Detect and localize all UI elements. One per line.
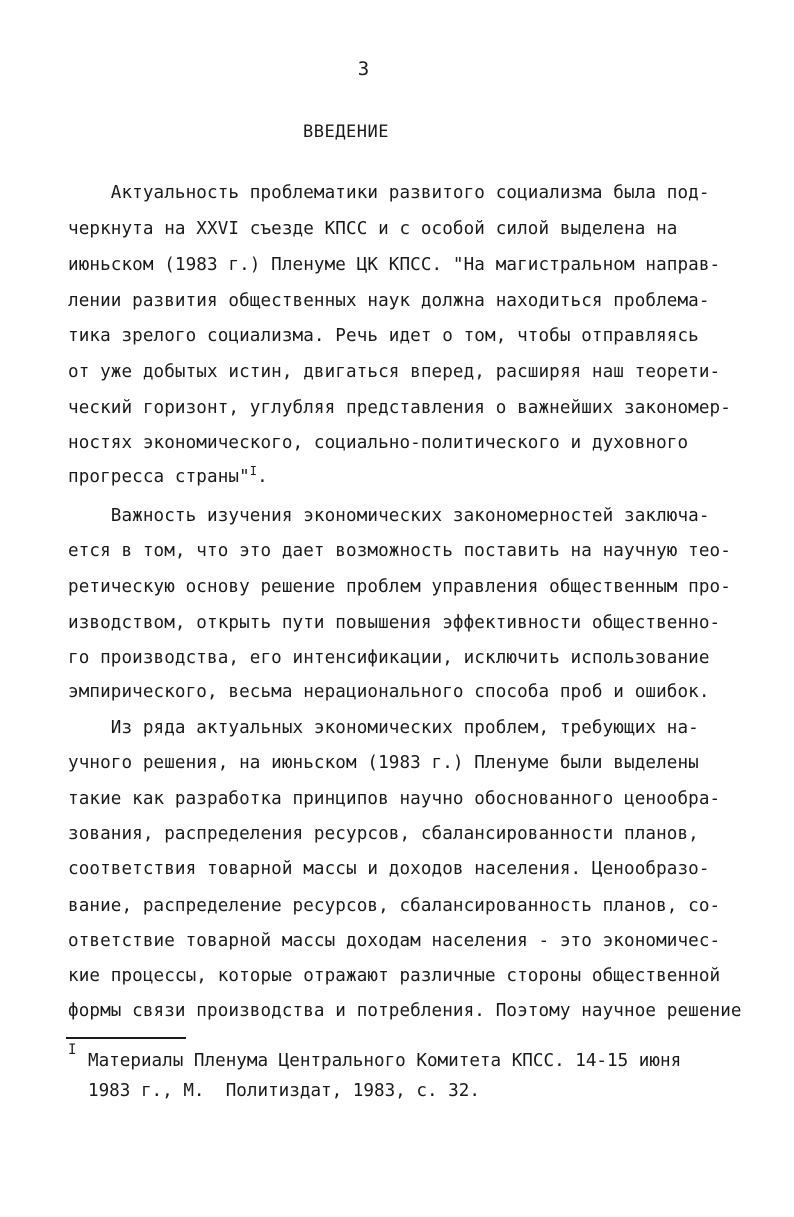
- page-number: 3: [357, 58, 370, 80]
- body-line: июньском (1983 г.) Пленуме ЦК КПСС. "На магистральном направ-: [68, 255, 721, 275]
- body-line: учного решения, на июньском (1983 г.) Пленуме были выделены: [68, 753, 699, 773]
- body-line: ретическую основу решение проблем управления общественным про-: [68, 577, 731, 597]
- body-line: кие процессы, которые отражают различные стороны общественной: [68, 966, 721, 986]
- section-heading: ВВЕДЕНИЕ: [303, 122, 389, 142]
- body-line: от уже добытых истин, двигаться вперед, расширяя наш теорети-: [68, 362, 721, 382]
- body-line: вание, распределение ресурсов, сбалансированность планов, со-: [68, 896, 721, 916]
- body-line: ностях экономического, социально-политического и духовного: [68, 433, 689, 453]
- body-line: тика зрелого социализма. Речь идет о том, чтобы отправляясь: [68, 326, 699, 346]
- body-line: формы связи производства и потребления. Поэтому научное решение: [68, 1001, 742, 1021]
- body-line: Важность изучения экономических закономерностей заключа-: [68, 506, 710, 526]
- footnote-line: Материалы Пленума Центрального Комитета КПСС. 14-15 июня: [88, 1051, 682, 1071]
- body-line: Из ряда актуальных экономических проблем, требующих на-: [68, 718, 699, 738]
- footnote-marker: I: [68, 1042, 77, 1058]
- footnote-separator: [66, 1037, 186, 1039]
- body-line: черкнута на XXVI съезде КПСС и с особой силой выделена на: [68, 219, 678, 239]
- body-line: ответствие товарной массы доходам населения - это экономичес-: [68, 931, 721, 951]
- body-line: соответствия товарной массы и доходов населения. Ценообразо-: [68, 859, 710, 879]
- body-line: Актуальность проблематики развитого социализма была под-: [68, 183, 710, 203]
- body-line: ется в том, что это дает возможность поставить на научную тео-: [68, 541, 731, 561]
- body-line: прогресса страны": [68, 467, 250, 487]
- footnote-line: 1983 г., М. Политиздат, 1983, с. 32.: [88, 1081, 480, 1101]
- body-line-with-footnote: прогресса страны"$^I$.: [68, 464, 268, 487]
- body-line: го производства, его интенсификации, исключить использование: [68, 648, 710, 668]
- body-line: изводством, открыть пути повышения эффективности общественно-: [68, 613, 721, 633]
- body-line: такие как разработка принципов научно обоснованного ценообра-: [68, 789, 721, 809]
- body-line: лении развития общественных наук должна находиться проблема-: [68, 291, 710, 311]
- body-line: ческий горизонт, углубляя представления о важнейших закономер-: [68, 398, 731, 418]
- body-line: эмпирического, весьма нерационального способа проб и ошибок.: [68, 682, 710, 702]
- body-line: зования, распределения ресурсов, сбалансированности планов,: [68, 824, 699, 844]
- footnote-reference: I: [249, 464, 258, 478]
